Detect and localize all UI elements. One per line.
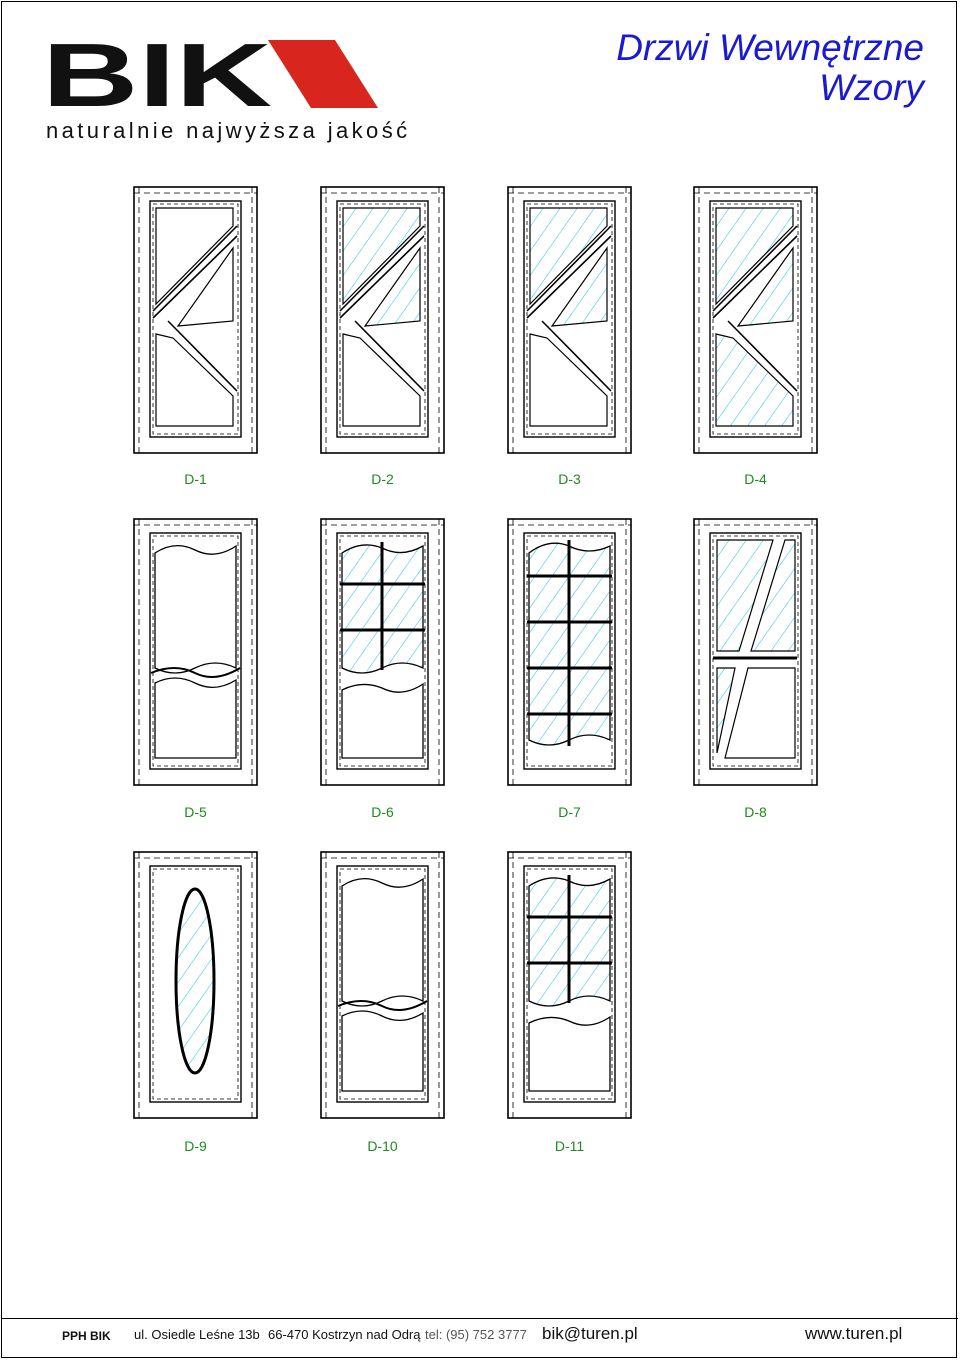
tagline: naturalnie najwyższa jakość — [46, 118, 411, 143]
door-drawing-d-11 — [507, 851, 632, 1119]
door-code-label: D-11 — [554, 1138, 585, 1154]
door-drawing-d-1 — [133, 186, 258, 454]
door-code-label: D-4 — [744, 471, 767, 487]
door-code-label: D-10 — [367, 1138, 398, 1154]
footer-company: PPH BIK — [62, 1329, 111, 1343]
door-drawing-d-3 — [507, 186, 632, 454]
door-drawing-d-8 — [693, 518, 818, 786]
door-code-label: D-2 — [371, 471, 394, 487]
page-title — [616, 28, 924, 108]
door-drawing-d-6 — [320, 518, 445, 786]
footer-divider — [2, 1318, 958, 1319]
door-drawing-d-9 — [133, 851, 258, 1119]
door-drawing-d-7 — [507, 518, 632, 786]
door-drawing-d-2 — [320, 186, 445, 454]
footer-phone: tel: (95) 752 3777 — [425, 1327, 527, 1342]
footer-email[interactable]: bik@turen.pl — [542, 1324, 638, 1343]
door-code-label: D-8 — [744, 804, 767, 820]
title-line-1: Drzwi Wewnętrzne — [616, 27, 924, 68]
title-line-2: Wzory — [819, 67, 924, 108]
door-code-label: D-5 — [184, 804, 207, 820]
door-code-label: D-3 — [558, 471, 581, 487]
door-drawing-d-4 — [693, 186, 818, 454]
door-drawing-d-5 — [133, 518, 258, 786]
footer-street: ul. Osiedle Leśne 13b — [134, 1327, 260, 1342]
door-code-label: D-1 — [184, 471, 207, 487]
door-code-label: D-9 — [184, 1138, 207, 1154]
door-code-label: D-6 — [371, 804, 394, 820]
door-drawing-d-10 — [320, 851, 445, 1119]
svg-text:BIK: BIK — [42, 36, 272, 116]
footer-website[interactable]: www.turen.pl — [805, 1324, 903, 1343]
door-code-label: D-7 — [558, 804, 581, 820]
footer-city: 66-470 Kostrzyn nad Odrą — [268, 1327, 421, 1342]
bik-logo — [40, 36, 390, 116]
